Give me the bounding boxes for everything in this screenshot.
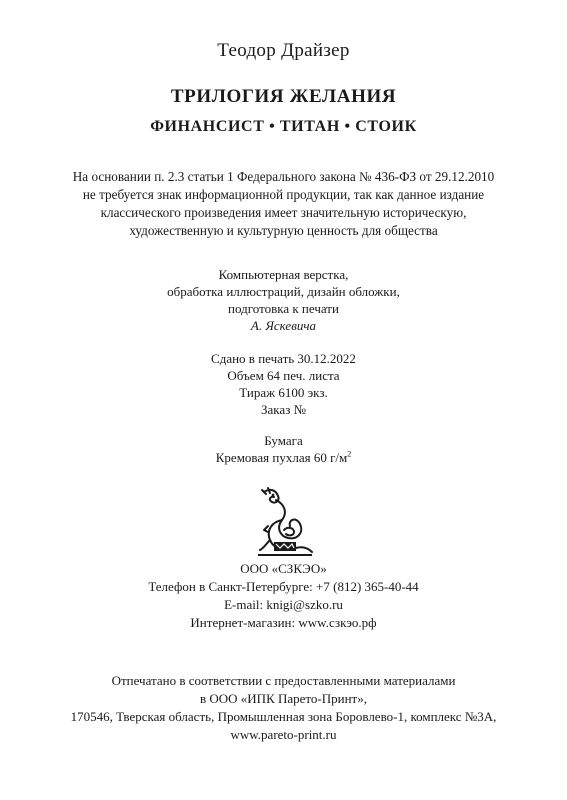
printer-line: в ООО «ИПК Парето-Принт», [199, 691, 367, 706]
publisher-shop: Интернет-магазин: www.сзкэо.рф [190, 615, 377, 630]
notice-line: На основании п. 2.3 статьи 1 Федерального закона № 436-ФЗ от 29.12.2010 [72, 169, 495, 184]
notice-line: классического произведения имеет значительную историческую, [100, 205, 467, 220]
credits-person: А. Яскевича [250, 318, 317, 333]
credits-line: Компьютерная верстка, [218, 267, 349, 282]
printer-line: www.pareto-print.ru [230, 727, 337, 742]
printer-line: Отпечатано в соответствии с предоставленными материалами [111, 673, 456, 688]
paper-type [0, 450, 567, 466]
notice-line: художественную и культурную ценность для общества [129, 223, 438, 238]
printer-line: 170546, Тверская область, Промышленная зона Боровлево-1, комплекс №3А, [70, 709, 497, 724]
print-info-line: Заказ № [261, 402, 306, 417]
publisher-name: ООО «СЗКЭО» [240, 561, 327, 576]
publisher-email: E-mail: knigi@szko.ru [224, 597, 343, 612]
publisher-phone: Телефон в Санкт-Петербурге: +7 (812) 365-40-44 [148, 579, 419, 594]
dragon-logo-icon [254, 486, 316, 558]
paper-type-superscript: 2 [347, 449, 352, 459]
book-subtitle: ФИНАНСИСТ • ТИТАН • СТОИК [150, 118, 417, 135]
author-name: Теодор Драйзер [217, 40, 350, 61]
paper-label: Бумага [264, 433, 303, 448]
print-info-line: Тираж 6100 экз. [239, 385, 328, 400]
notice-line: не требуется знак информационной продукции, так как данное издание [82, 187, 485, 202]
credits-line: подготовка к печати [228, 301, 339, 316]
print-info-line: Объем 64 печ. листа [227, 368, 340, 383]
paper-type-text: Кремовая пухлая 60 г/м [215, 450, 348, 465]
print-info-line: Сдано в печать 30.12.2022 [211, 351, 356, 366]
credits-line: обработка иллюстраций, дизайн обложки, [167, 284, 400, 299]
book-title: ТРИЛОГИЯ ЖЕЛАНИЯ [170, 86, 397, 107]
